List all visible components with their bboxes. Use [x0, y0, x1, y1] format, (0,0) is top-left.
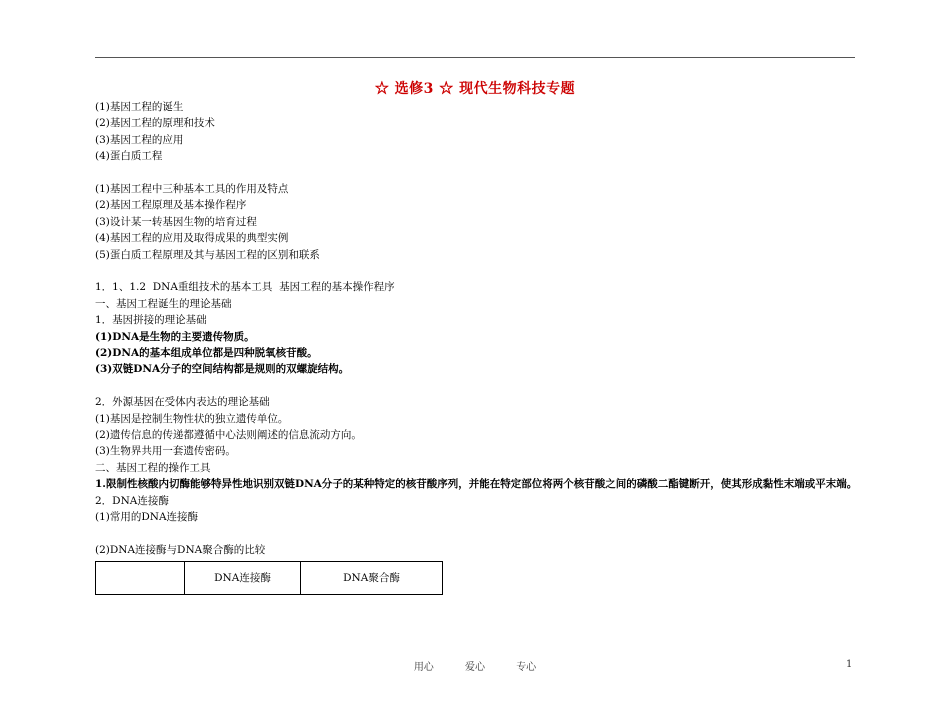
subsection-heading: 2．DNA连接酶	[95, 494, 169, 507]
expression-point: (1)基因是控制生物性状的独立遗传单位。	[95, 412, 289, 425]
restriction-enzyme-paragraph: 1.限制性核酸内切酶能够特异性地识别双链DNA分子的某种特定的核苷酸序列，并能在特定部位将两个核苷酸之间的磷酸二酯键断开，使其形成黏性末端或平末端。	[95, 478, 858, 491]
requirement-item: (3)设计某一转基因生物的培育过程	[95, 215, 257, 228]
spacer	[95, 165, 860, 181]
header-rule	[95, 57, 855, 58]
section-requirements	[95, 181, 860, 263]
theory-point: (3)双链DNA分子的空间结构都是规则的双螺旋结构。	[95, 363, 350, 376]
requirement-item: (4)基因工程的应用及取得成果的典型实例	[95, 232, 289, 245]
section-theory	[95, 279, 860, 377]
expression-point: (2)遗传信息的传递都遵循中心法则阐述的信息流动方向。	[95, 429, 362, 442]
lesson-heading: 1．1、1.2 DNA重组技术的基本工具 基因工程的基本操作程序	[95, 281, 395, 294]
table-header-cell: DNA聚合酶	[301, 562, 443, 595]
table-header-cell: DNA连接酶	[185, 562, 301, 595]
spacer	[95, 263, 860, 279]
page-footer	[0, 658, 950, 673]
document-body	[95, 99, 860, 595]
topic-item: (2)基因工程的原理和技术	[95, 117, 215, 130]
topic-item: (4)蛋白质工程	[95, 150, 163, 163]
theory-point: (2)DNA的基本组成单位都是四种脱氧核苷酸。	[95, 347, 318, 360]
section-heading: 二、基因工程的操作工具	[95, 461, 211, 474]
ligase-point: (1)常用的DNA连接酶	[95, 511, 199, 524]
footer-motto: 专心	[516, 662, 537, 673]
footer-motto: 爱心	[465, 662, 485, 673]
section-expression	[95, 394, 860, 525]
requirement-item: (5)蛋白质工程原理及其与基因工程的区别和联系	[95, 248, 320, 261]
footer-motto: 用心	[413, 662, 434, 673]
table-row	[96, 562, 443, 595]
section-heading: 一、基因工程诞生的理论基础	[95, 297, 232, 310]
page-title: ☆ 选修3 ☆ 现代生物科技专题	[374, 81, 576, 97]
spacer	[95, 526, 860, 542]
table-caption: (2)DNA连接酶与DNA聚合酶的比较	[95, 543, 266, 556]
subsection-heading: 2．外源基因在受体内表达的理论基础	[95, 396, 270, 409]
theory-point: (1)DNA是生物的主要遗传物质。	[95, 330, 255, 343]
comparison-table	[95, 561, 443, 595]
section-topics	[95, 99, 860, 165]
requirement-item: (2)基因工程原理及基本操作程序	[95, 199, 247, 212]
spacer	[95, 378, 860, 394]
table-header-cell	[96, 562, 185, 595]
expression-point: (3)生物界共用一套遗传密码。	[95, 445, 236, 458]
topic-item: (3)基因工程的应用	[95, 133, 184, 146]
requirement-item: (1)基因工程中三种基本工具的作用及特点	[95, 183, 289, 196]
topic-item: (1)基因工程的诞生	[95, 101, 184, 113]
page-number: 1	[846, 659, 853, 670]
subsection-heading: 1．基因拼接的理论基础	[95, 314, 207, 327]
